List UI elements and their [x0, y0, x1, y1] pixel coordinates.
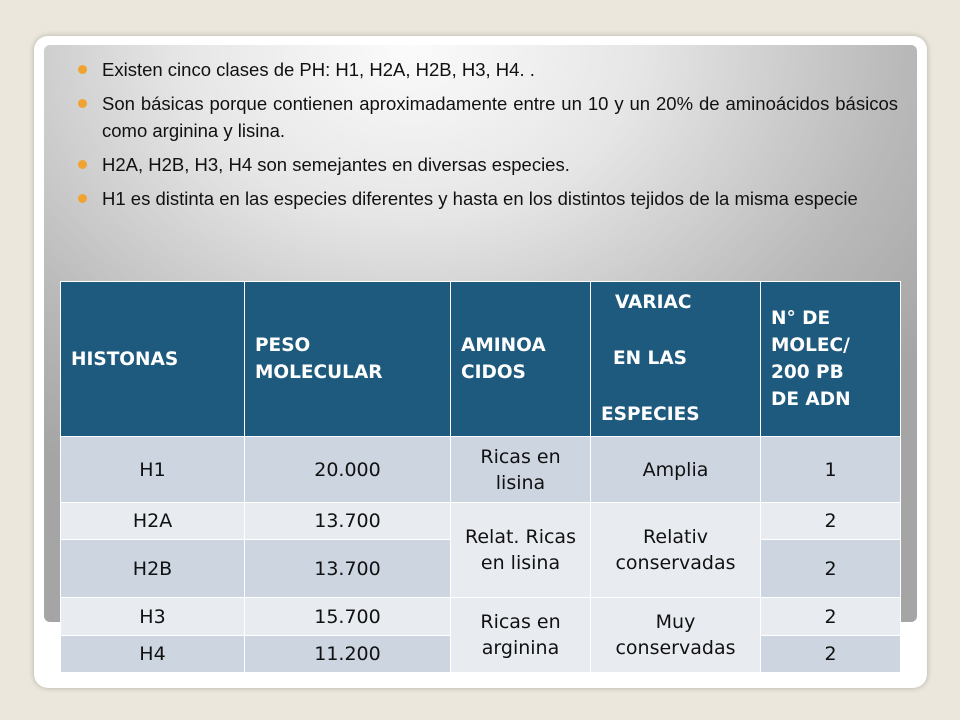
bullet-item: [78, 185, 898, 212]
bullet-text: H2A, H2B, H3, H4 son semejantes en diversas especies.: [102, 154, 570, 175]
table-row: [61, 503, 901, 540]
table-row: [61, 598, 901, 636]
header-molec: N° DE MOLEC/ 200 PB DE ADN: [761, 282, 901, 437]
cell-molec: 2: [761, 598, 901, 636]
cell-molec: 2: [761, 636, 901, 673]
histones-table: [60, 281, 901, 673]
header-histonas: HISTONAS: [61, 282, 245, 437]
bullet-dot-icon: [78, 99, 87, 108]
cell-peso: 15.700: [245, 598, 451, 636]
cell-histona: H3: [61, 598, 245, 636]
bullet-dot-icon: [78, 194, 87, 203]
bullet-dot-icon: [78, 160, 87, 169]
bullet-dot-icon: [78, 65, 87, 74]
cell-peso: 13.700: [245, 540, 451, 598]
cell-aminoacidos: Ricas en lisina: [451, 437, 591, 503]
header-aminoacidos: AMINOA CIDOS: [451, 282, 591, 437]
cell-histona: H4: [61, 636, 245, 673]
bullet-item: [78, 151, 898, 178]
header-peso-molecular: PESO MOLECULAR: [245, 282, 451, 437]
cell-histona: H2B: [61, 540, 245, 598]
cell-variacion: Relativ conservadas: [591, 503, 761, 598]
cell-histona: H2A: [61, 503, 245, 540]
cell-peso: 11.200: [245, 636, 451, 673]
bullet-item: [78, 56, 898, 83]
cell-peso: 20.000: [245, 437, 451, 503]
cell-molec: 1: [761, 437, 901, 503]
bullet-text: Existen cinco clases de PH: H1, H2A, H2B, H3, H4. .: [102, 59, 535, 80]
bullet-item: [78, 90, 898, 144]
header-variacion: VARIAC EN LAS ESPECIES: [591, 282, 761, 437]
cell-molec: 2: [761, 503, 901, 540]
cell-histona: H1: [61, 437, 245, 503]
cell-aminoacidos: Ricas en arginina: [451, 598, 591, 673]
cell-variacion: Amplia: [591, 437, 761, 503]
bullet-text: H1 es distinta en las especies diferentes y hasta en los distintos tejidos de la misma especie: [102, 188, 858, 209]
bullet-text: Son básicas porque contienen aproximadamente entre un 10 y un 20% de aminoácidos básicos como arginina y lisina.: [102, 93, 898, 141]
table-row: [61, 437, 901, 503]
cell-aminoacidos: Relat. Ricas en lisina: [451, 503, 591, 598]
bullet-list: [78, 56, 898, 219]
cell-variacion: Muy conservadas: [591, 598, 761, 673]
table-header-row: [61, 282, 901, 437]
cell-molec: 2: [761, 540, 901, 598]
cell-peso: 13.700: [245, 503, 451, 540]
